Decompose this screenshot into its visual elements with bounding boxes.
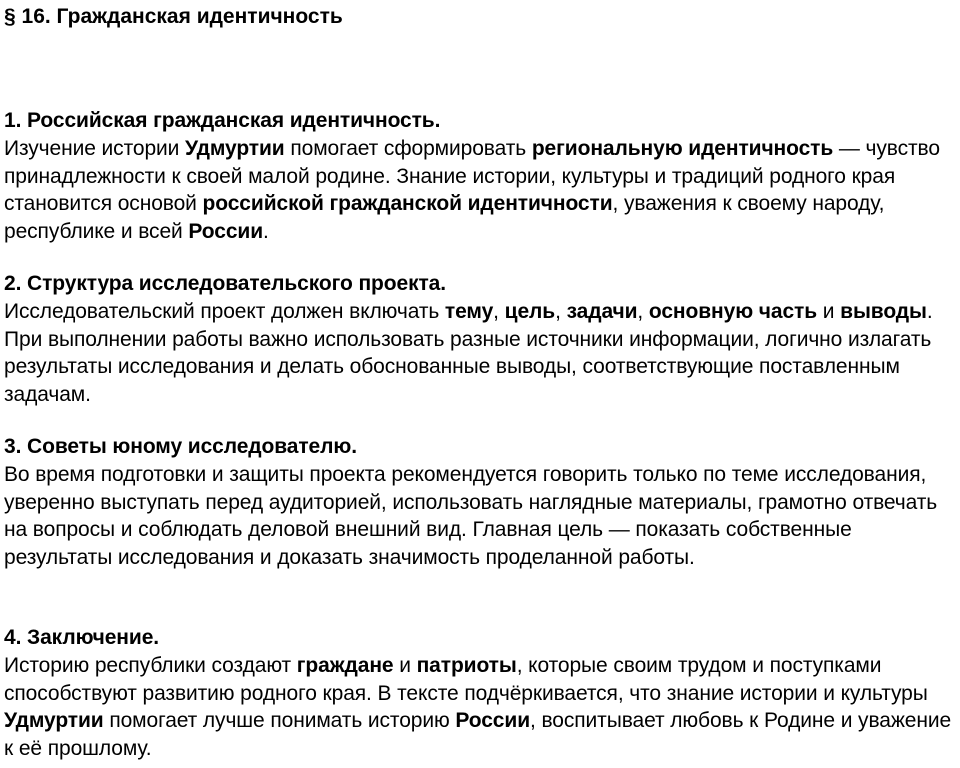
section-paragraph	[4, 461, 956, 572]
bold-term: Удмуртии	[185, 136, 285, 160]
page-title: § 16. Гражданская идентичность	[4, 5, 343, 28]
bold-term: тему	[444, 299, 494, 323]
section-paragraph	[4, 135, 956, 246]
bold-term: российской гражданской идентичности	[202, 192, 613, 216]
section-heading: 3. Советы юному исследователю.	[4, 435, 357, 458]
bold-term: России	[455, 709, 531, 733]
text-run: , воспитывает любовь к Родине и уважение к её прошлому.	[4, 709, 952, 761]
bold-term: Удмуртии	[4, 709, 104, 733]
text-run: , которые своим трудом и поступками способствуют развитию родного края. В тексте подчёркивается, что знание истории и культуры	[4, 653, 928, 705]
text-run: помогает лучше понимать историю	[103, 709, 456, 733]
section-paragraph	[4, 298, 956, 409]
section-heading: 1. Российская гражданская идентичность.	[4, 109, 441, 132]
text-run: и	[817, 299, 841, 323]
bold-term: выводы	[840, 299, 927, 323]
text-run: Изучение истории	[4, 136, 186, 160]
bold-term: задачи	[566, 299, 638, 323]
text-run: Историю республики создают	[4, 653, 297, 677]
text-run: ,	[493, 299, 505, 323]
bold-term: граждане	[296, 653, 394, 677]
bold-term: региональную идентичность	[531, 136, 834, 160]
bold-term: основную часть	[648, 299, 818, 323]
text-run: , уважения к своему народу, республике и всей	[4, 192, 885, 244]
section-young-researcher-tips	[4, 433, 956, 572]
text-run: ,	[555, 299, 567, 323]
bold-term: патриоты	[416, 653, 517, 677]
text-run: и	[393, 653, 417, 677]
text-run: .	[263, 220, 269, 244]
text-run: . При выполнении работы важно использовать разные источники информации, логично излагать результаты исследования и делать обоснованные выводы, соответствующие поставленным задачам.	[4, 299, 933, 407]
text-run: Во время подготовки и защиты проекта рекомендуется говорить только по теме исследования, уверенно выступать перед аудиторией, использовать наглядные материалы, грамотно отвечать на вопросы и соблюдать деловой внешний вид. Главная цель — показать собственные результаты исследования и доказать значимость проделанной работы.	[4, 462, 938, 570]
section-civic-identity	[4, 107, 956, 246]
text-run: — чувство принадлежности к своей малой родине. Знание истории, культуры и традиций родного края становится основой	[4, 136, 940, 216]
section-paragraph	[4, 652, 956, 763]
section-conclusion	[4, 624, 956, 763]
bold-term: цель	[504, 299, 556, 323]
section-heading: 4. Заключение.	[4, 626, 160, 649]
section-project-structure	[4, 270, 956, 409]
text-run: ,	[637, 299, 649, 323]
bold-term: России	[188, 220, 264, 244]
text-run: Исследовательский проект должен включать	[4, 299, 445, 323]
text-run: помогает сформировать	[284, 136, 532, 160]
section-heading: 2. Структура исследовательского проекта.	[4, 272, 446, 295]
